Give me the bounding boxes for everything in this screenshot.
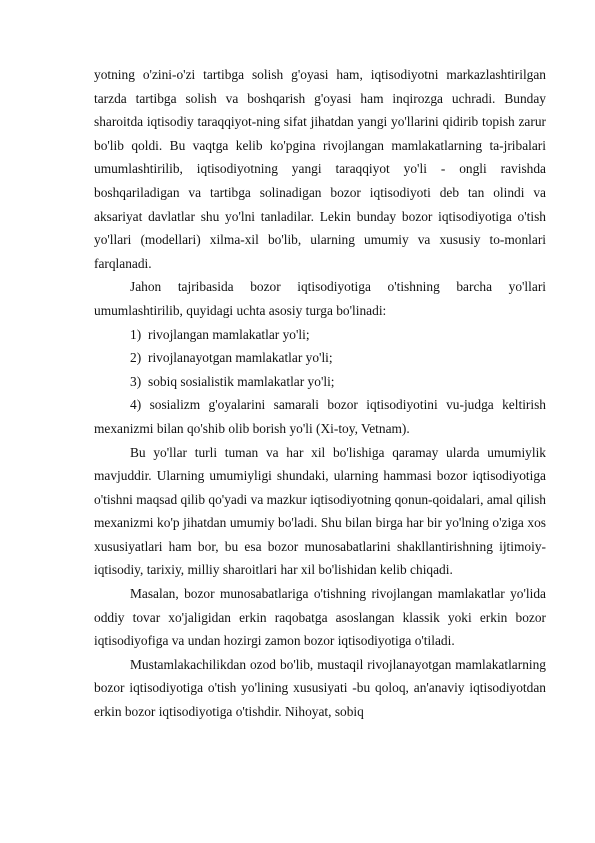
paragraph-colonial: Mustamlakachilikdan ozod bo'lib, mustaqil rivojlanayotgan mamlakatlarning bozor iqtisodiyotiga o'tish yo'lining xususiyati -bu qoloq, an'anaviy iqtisodiyotdan erkin bozor iqtisodiyotiga o'tishdir. Nihoyat, sobiq xyxy=(94,656,546,720)
paragraph-intro: Jahon tajribasida bozor iqtisodiyotiga o'tishning barcha yo'llari umumlashtirilib, quyidagi uchta asosiy turga bo'linadi: xyxy=(94,279,546,318)
list-text: sobiq sosialistik mamlakatlar yo'li; xyxy=(148,373,335,389)
list-number: 3) xyxy=(130,373,142,389)
list-number: 4) xyxy=(130,397,142,413)
numbered-list xyxy=(94,323,546,441)
list-item xyxy=(94,323,546,347)
list-text: rivojlangan mamlakatlar yo'li; xyxy=(148,326,310,342)
paragraph-commonality: Bu yo'llar turli tuman va har xil bo'lishiga qaramay ularda umumiylik mavjuddir. Ularning umumiyligi shundaki, ularning hammasi bozor iqtisodiyotiga o'tishni maqsad qilib qo'yadi va mazkur iqtisodiyotning qonun-qoidalari, amal qilish mexanizmi ko'p jihatdan umumiy bo'ladi. Shu bilan birga har bir yo'lning o'ziga xos xususiyatlari ham bor, bu esa bozor munosabatlarini shakllantirishning ijtimoiy-iqtisodiy, tarixiy, milliy sharoitlari har xil bo'lishidan kelib chiqadi. xyxy=(94,444,546,578)
paragraph-continuation: yotning o'zini-o'zi tartibga solish g'oyasi ham, iqtisodiyotni markazlashtirilgan tarzda tartibga solish va boshqarish g'oyasi ham inqirozga uchradi. Bunday sharoitda iqtisodiy taraqqiyot-ning sifat jihatdan yangi yo'llarini qidirib topish zarur bo'lib qoldi. Bu vaqtga kelib ko'pgina rivojlangan mamlakatlarning ta-jribalari umumlashtirilib, iqtisodiyotning yangi taraqqiyot yo'li - ongli ravishda boshqariladigan va tartibga solinadigan bozor iqtisodiyoti deb tan olindi va aksariyat davlatlar shu yo'lni tanladilar. Lekin bunday bozor iqtisodiyotiga o'tish yo'llari (modellari) xilma-xil bo'lib, ularning umumiy va xususiy to-monlari farqlanadi. xyxy=(94,67,546,271)
list-number: 2) xyxy=(130,350,142,366)
list-number: 1) xyxy=(130,326,142,342)
list-item xyxy=(94,393,546,440)
list-item xyxy=(94,370,546,394)
paragraph-example: Masalan, bozor munosabatlariga o'tishning rivojlangan mamlakatlar yo'lida oddiy tovar xo'jaligidan erkin raqobatga asoslangan klassik yoki erkin bozor iqtisodiyofiga va undan hozirgi zamon bozor iqtisodiyotiga o'tiladi. xyxy=(94,586,546,649)
list-text: sosializm g'oyalarini samarali bozor iqtisodiyotini vu-judga keltirish mexanizmi bilan qo'shib olib borish yo'li (Xi-toy, Vetnam). xyxy=(94,397,546,436)
list-text: rivojlanayotgan mamlakatlar yo'li; xyxy=(148,350,333,366)
list-item xyxy=(94,346,546,370)
document-page xyxy=(94,63,546,724)
